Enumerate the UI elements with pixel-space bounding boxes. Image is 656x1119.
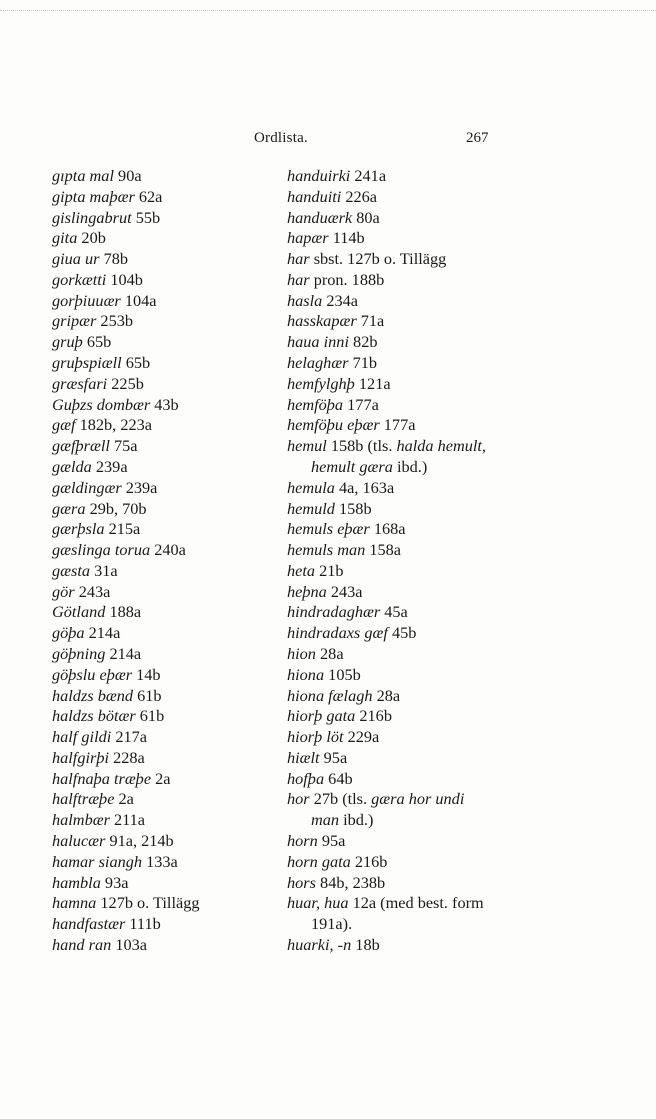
glossary-entry: hamna 127b o. Tillägg <box>52 893 200 913</box>
glossary-entry: hemuls man 158a <box>287 540 401 560</box>
glossary-entry: hemföþa 177a <box>287 394 379 414</box>
glossary-entry: halftræþe 2a <box>52 789 134 809</box>
glossary-entry: gæfþræll 75a <box>52 436 138 456</box>
glossary-entry: hors 84b, 238b <box>287 872 386 892</box>
glossary-entry: heþna 243a <box>287 581 363 601</box>
glossary-entry: gæsta 31a <box>52 560 118 580</box>
glossary-entry: hindradaxs gæf 45b <box>287 623 417 643</box>
glossary-entry: hemuld 158b <box>287 498 372 518</box>
glossary-entry: gæf 182b, 223a <box>52 415 152 435</box>
glossary-entry: hemfylghþ 121a <box>287 373 391 393</box>
glossary-entry: göþa 214a <box>52 623 121 643</box>
glossary-entry: handuærk 80a <box>287 207 380 227</box>
glossary-entry: gruþ 65b <box>52 332 112 352</box>
glossary-entry: halfnaþa træþe 2a <box>52 768 171 788</box>
glossary-entry: hemul 158b (tls. halda hemult, <box>287 436 487 456</box>
glossary-entry: giua ur 78b <box>52 249 128 269</box>
glossary-entry: hamar siangh 133a <box>52 851 178 871</box>
glossary-entry: half gildi 217a <box>52 727 147 747</box>
glossary-entry-continuation: man ibd.) <box>311 810 374 830</box>
glossary-entry: hion 28a <box>287 643 344 663</box>
glossary-entry-continuation: 191a). <box>311 914 353 934</box>
glossary-entry: halucær 91a, 214b <box>52 831 174 850</box>
glossary-entry: hand ran 103a <box>52 934 147 954</box>
glossary-entry: hiælt 95a <box>287 747 348 767</box>
glossary-entry: græsfari 225b <box>52 373 144 393</box>
glossary-entry: haldzs bötær 61b <box>52 706 165 726</box>
page-number: 267 <box>466 130 489 146</box>
glossary-entry: gorkætti 104b <box>52 269 143 289</box>
right-column <box>287 166 527 956</box>
glossary-entry: hiorþ löt 229a <box>287 727 380 747</box>
glossary-entry: hambla 93a <box>52 872 129 892</box>
glossary-entry: har sbst. 127b o. Tillägg <box>287 249 447 269</box>
glossary-entry: haldzs bænd 61b <box>52 685 162 705</box>
glossary-entry: hasskapær 71a <box>287 311 385 331</box>
glossary-entry: halmbær 211a <box>52 810 146 830</box>
glossary-entry: gislingabrut 55b <box>52 207 161 227</box>
glossary-entry: gældingær 239a <box>52 477 158 497</box>
running-head-title: Ordlista. <box>254 130 308 146</box>
glossary-entry-continuation: hemult gæra ibd.) <box>311 456 428 476</box>
glossary-entry: hiona 105b <box>287 664 361 684</box>
glossary-entry: gruþspiæll 65b <box>52 353 151 373</box>
glossary-entry: gıpta mal 90a <box>52 166 142 185</box>
glossary-entry: gör 243a <box>52 581 111 601</box>
left-column <box>52 166 282 956</box>
glossary-entry: hiorþ gata 216b <box>287 706 392 726</box>
glossary-entry: handuirki 241a <box>287 166 387 185</box>
glossary-entry: huarki, -n 18b <box>287 934 380 954</box>
glossary-entry: horn gata 216b <box>287 851 388 871</box>
glossary-entry: handfastær 111b <box>52 914 161 934</box>
glossary-entry: huar, hua 12a (med best. form <box>287 893 484 913</box>
glossary-entry: hofþa 64b <box>287 768 353 788</box>
glossary-entry: hor 27b (tls. gæra hor undi <box>287 789 465 809</box>
glossary-entry: Götland 188a <box>52 602 142 622</box>
glossary-entry: göþning 214a <box>52 643 142 663</box>
glossary-entry: gripær 253b <box>52 311 133 331</box>
glossary-entry: Guþzs dombær 43b <box>52 394 179 414</box>
glossary-entry: handuiti 226a <box>287 186 378 206</box>
glossary-entry: hindradaghær 45a <box>287 602 408 622</box>
glossary-entry: heta 21b <box>287 560 344 580</box>
glossary-entry: hiona fælagh 28a <box>287 685 401 705</box>
glossary-entry: gipta maþær 62a <box>52 186 163 206</box>
glossary-entry: hasla 234a <box>287 290 359 310</box>
glossary-entry: gita 20b <box>52 228 106 248</box>
glossary-entry: gærþsla 215a <box>52 519 141 539</box>
glossary-entry: helaghær 71b <box>287 353 378 373</box>
glossary-entry: hemula 4a, 163a <box>287 477 395 497</box>
glossary-entry: göþslu eþær 14b <box>52 664 161 684</box>
glossary-entry: horn 95a <box>287 831 346 850</box>
glossary-entry: gæra 29b, 70b <box>52 498 147 518</box>
scan-edge-line <box>0 10 656 11</box>
glossary-entry: gælda 239a <box>52 456 128 476</box>
glossary-entry: gorþiuuær 104a <box>52 290 157 310</box>
glossary-entry: hapær 114b <box>287 228 365 248</box>
glossary-entry: haua inni 82b <box>287 332 378 352</box>
glossary-entry: hemuls eþær 168a <box>287 519 406 539</box>
glossary-entry: halfgirþi 228a <box>52 747 145 767</box>
glossary-entry: gæslinga torua 240a <box>52 540 186 560</box>
glossary-entry: har pron. 188b <box>287 269 385 289</box>
glossary-entry: hemföþu eþær 177a <box>287 415 416 435</box>
